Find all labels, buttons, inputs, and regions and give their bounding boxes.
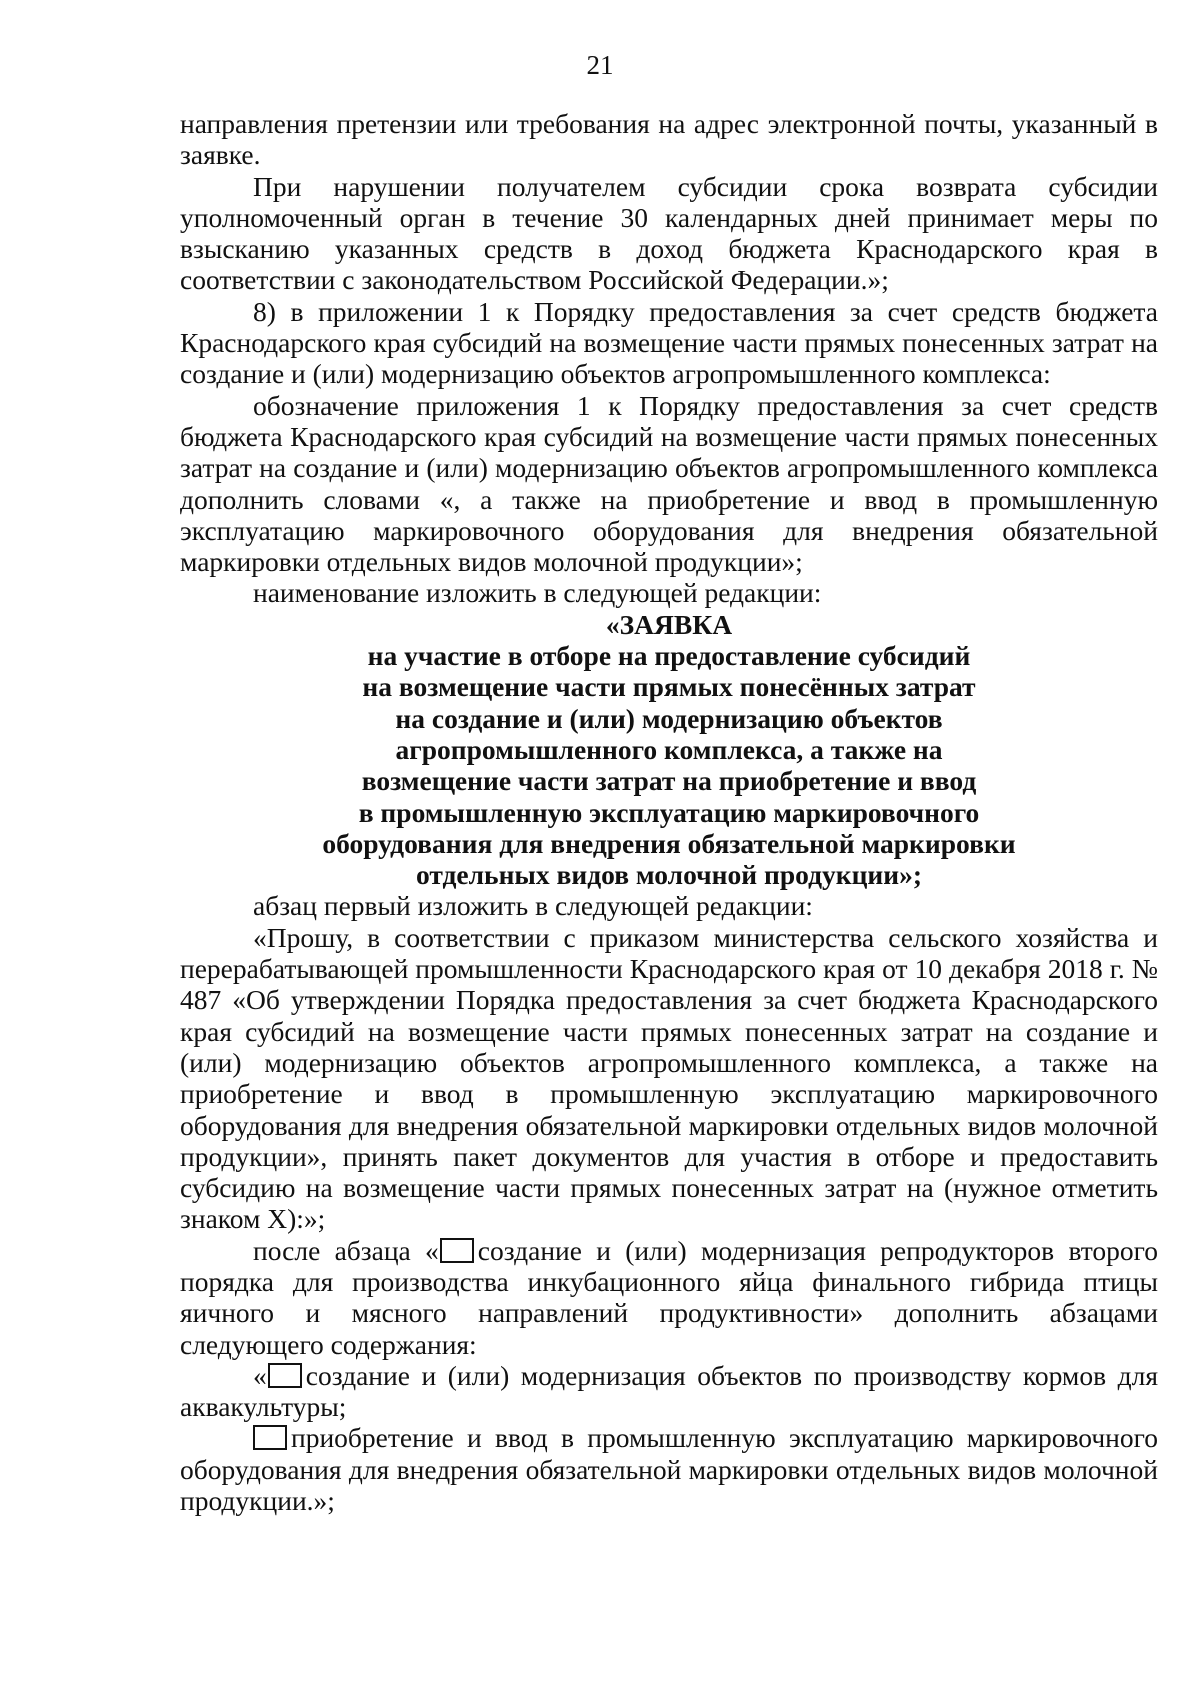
title-line: агропромышленного комплекса, а также на bbox=[395, 733, 943, 765]
paragraph: абзац первый изложить в следующей редакции: bbox=[253, 890, 813, 922]
title-line: «ЗАЯВКА bbox=[605, 608, 733, 640]
paragraph: При нарушении получателем субсидии срока возврата субсидии уполномоченный орган в течение 30 календарных дней принимает меры по взысканию указанных средств в доход бюджета Краснодарского края в соответствии с законодательством Российской Федерации.»; bbox=[180, 170, 1158, 296]
title-line: на возмещение части прямых понесённых затрат bbox=[362, 671, 976, 703]
title-line: на участие в отборе на предоставление субсидий bbox=[367, 640, 971, 672]
document-body bbox=[180, 108, 1158, 1516]
checkbox-box bbox=[440, 1238, 474, 1263]
title-line: на создание и (или) модернизацию объектов bbox=[395, 702, 943, 734]
paragraph-with-checkbox bbox=[180, 1235, 1158, 1360]
title-line: в промышленную эксплуатацию маркировочного bbox=[358, 796, 980, 828]
checkbox-box bbox=[268, 1363, 302, 1388]
checkbox-box bbox=[253, 1425, 287, 1450]
paragraph: направления претензии или требования на адрес электронной почты, указанный в заявке. bbox=[180, 108, 1158, 171]
paragraph-prefix: после абзаца « bbox=[253, 1234, 439, 1266]
paragraph-with-checkbox bbox=[180, 1422, 1158, 1516]
paragraph-text: создание и (или) модернизация объектов по производству кормов для аквакультуры; bbox=[180, 1359, 1158, 1423]
title-line: отдельных видов молочной продукции»; bbox=[415, 859, 923, 891]
paragraph-text: приобретение и ввод в промышленную эксплуатацию маркировочного оборудования для внедрения обязательной маркировки отдельных видов молочной продукции.»; bbox=[180, 1422, 1158, 1517]
paragraph: «Прошу, в соответствии с приказом министерства сельского хозяйства и перерабатывающей промышленности Краснодарского края от 10 декабря 2018 г. № 487 «Об утверждении Порядка предоставления за счет бюджета Краснодарского края субсидий на возмещение части прямых понесенных затрат на создание и (или) модернизацию объектов агропромышленного комплекса, а также на приобретение и ввод в промышленную эксплуатацию маркировочного оборудования для внедрения обязательной маркировки отдельных видов молочной продукции», принять пакет документов для участия в отборе и предоставить субсидию на возмещение части прямых понесенных затрат на (нужное отметить знаком Х):»; bbox=[180, 921, 1158, 1235]
page-number: 21 bbox=[586, 50, 614, 80]
paragraph-with-checkbox bbox=[180, 1360, 1158, 1423]
paragraph: 8) в приложении 1 к Порядку предоставления за счет средств бюджета Краснодарского края субсидий на возмещение части прямых понесенных затрат на создание и (или) модернизацию объектов агропромышленного комплекса: bbox=[180, 295, 1158, 390]
application-title bbox=[180, 609, 1158, 891]
title-line: возмещение части затрат на приобретение и ввод bbox=[361, 765, 977, 797]
paragraph-prefix: « bbox=[253, 1359, 267, 1391]
paragraph: наименование изложить в следующей редакции: bbox=[253, 577, 822, 609]
title-line: оборудования для внедрения обязательной маркировки bbox=[322, 827, 1016, 859]
paragraph: обозначение приложения 1 к Порядку предоставления за счет средств бюджета Краснодарского края субсидий на возмещение части прямых понесенных затрат на создание и (или) модернизацию объектов агропромышленного комплекса дополнить словами «, а также на приобретение и ввод в промышленную эксплуатацию маркировочного оборудования для внедрения обязательной маркировки отдельных видов молочной продукции»; bbox=[180, 389, 1158, 578]
paragraph-text: создание и (или) модернизация репродукторов второго порядка для производства инкубационного яйца финального гибрида птицы яичного и мясного направлений продуктивности» дополнить абзацами следующего содержания: bbox=[180, 1234, 1158, 1360]
